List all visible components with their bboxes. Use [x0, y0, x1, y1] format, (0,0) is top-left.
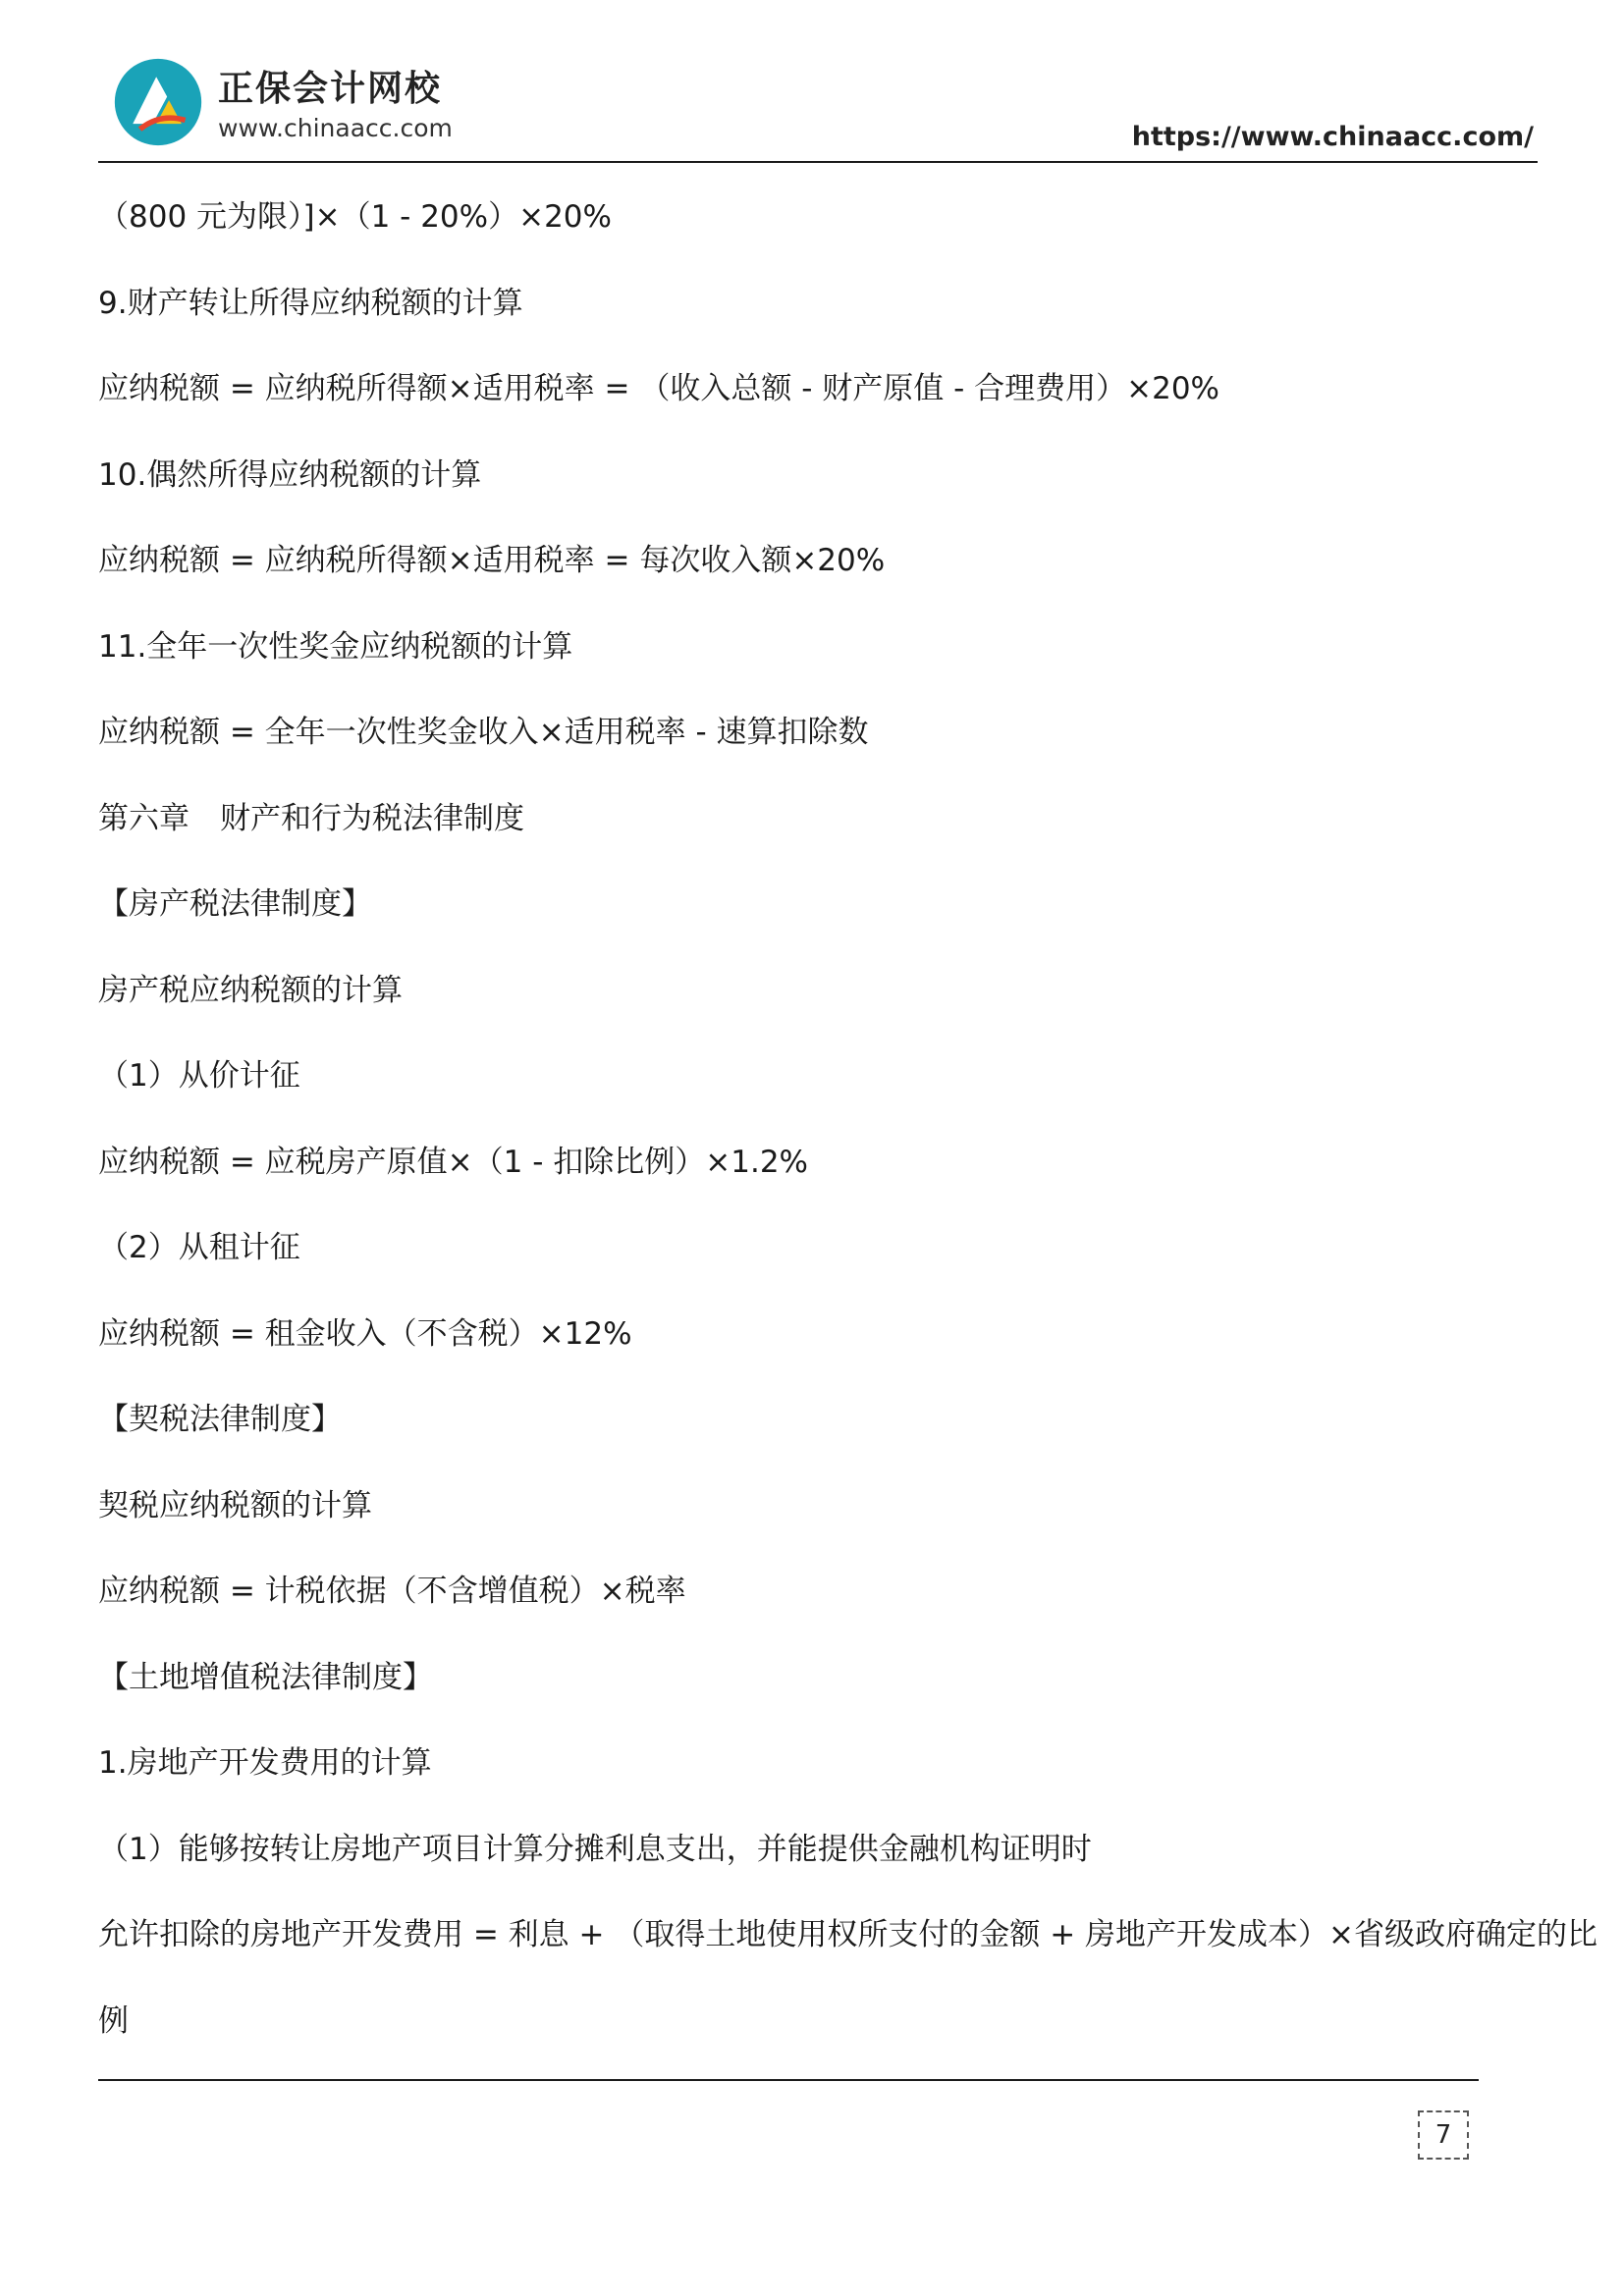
section-heading: 契税应纳税额的计算	[98, 1487, 372, 1523]
formula-line: 应纳税额 = 租金收入（不含税）×12%	[98, 1315, 632, 1352]
topic-heading: 【土地增值税法律制度】	[98, 1659, 433, 1695]
page-header	[0, 0, 1624, 167]
formula-line: 应纳税额 = 应纳税所得额×适用税率 = （收入总额 - 财产原值 - 合理费用）×20%	[98, 371, 1220, 406]
subsection-heading: （2）从租计征	[98, 1230, 300, 1265]
page-number: 7	[1418, 2110, 1469, 2160]
topic-heading: 【契税法律制度】	[98, 1402, 342, 1437]
text-line: （800 元为限）]×（1 - 20%）×20%	[98, 199, 612, 235]
chinaacc-logo-icon	[113, 57, 203, 147]
formula-line: 应纳税额 = 应纳税所得额×适用税率 = 每次收入额×20%	[98, 543, 886, 578]
subsection-heading: （1）从价计征	[98, 1058, 300, 1094]
footer-divider	[98, 2079, 1479, 2081]
section-heading: 11.全年一次性奖金应纳税额的计算	[98, 628, 573, 665]
section-heading: 9.财产转让所得应纳税额的计算	[98, 285, 523, 321]
section-heading: 房产税应纳税额的计算	[98, 972, 403, 1008]
formula-line: 允许扣除的房地产开发费用 = 利息 + （取得土地使用权所支付的金额 + 房地产开发成本）×省级政府确定的比	[98, 1917, 1598, 1952]
formula-line: 应纳税额 = 计税依据（不含增值税）×税率	[98, 1574, 686, 1609]
header-divider	[98, 161, 1538, 163]
brand-name: 正保会计网校	[218, 69, 443, 109]
formula-line-continued: 例	[98, 2002, 129, 2039]
formula-line: 应纳税额 = 应税房产原值×（1 - 扣除比例）×1.2%	[98, 1144, 809, 1180]
section-heading: 10.偶然所得应纳税额的计算	[98, 456, 482, 493]
subsection-heading: （1）能够按转让房地产项目计算分摊利息支出，并能提供金融机构证明时	[98, 1831, 1092, 1867]
formula-line: 应纳税额 = 全年一次性奖金收入×适用税率 - 速算扣除数	[98, 715, 869, 750]
brand-url: www.chinaacc.com	[218, 114, 453, 142]
section-heading: 1.房地产开发费用的计算	[98, 1745, 432, 1781]
topic-heading: 【房产税法律制度】	[98, 886, 372, 922]
site-url-link[interactable]: https://www.chinaacc.com/	[1131, 122, 1534, 152]
document-body	[98, 175, 1598, 2064]
chapter-heading: 第六章 财产和行为税法律制度	[98, 800, 524, 836]
